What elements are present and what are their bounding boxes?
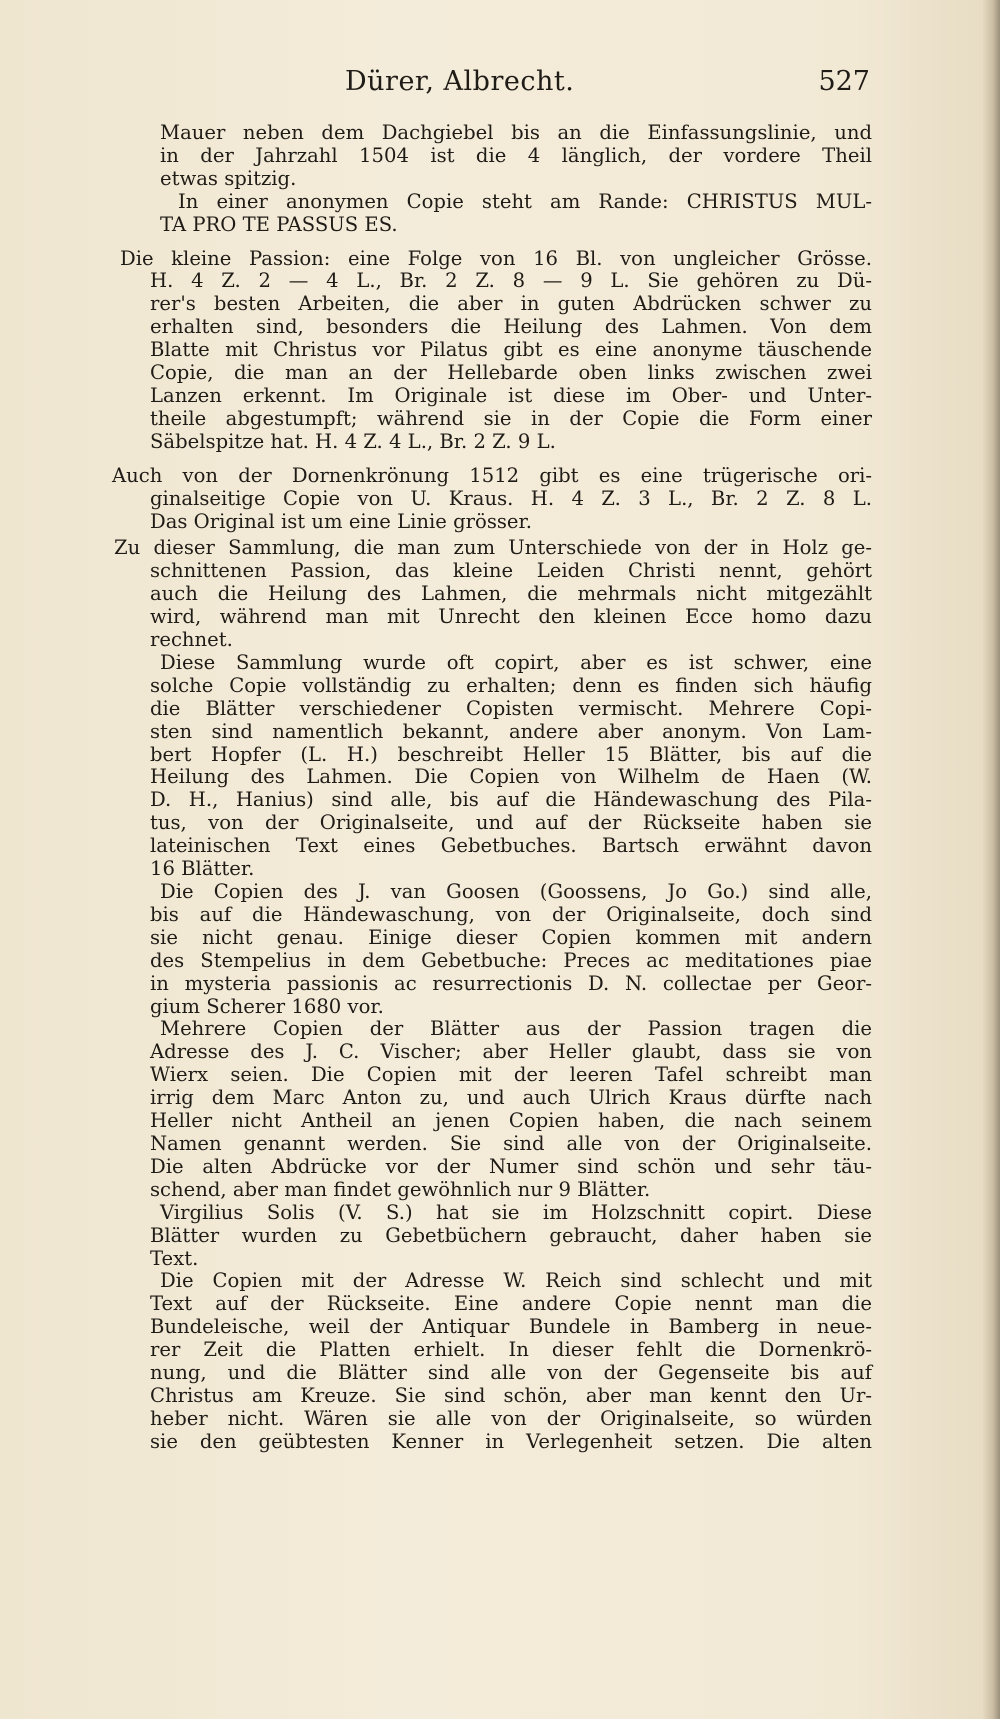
text-line: Wierx seien. Die Copien mit der leeren Tafel schreibt man [150, 1063, 872, 1087]
text-line: Säbelspitze hat. H. 4 Z. 4 L., Br. 2 Z. 9 L. [150, 429, 556, 453]
text-line: sie nicht genau. Einige dieser Copien kommen mit andern [150, 925, 872, 949]
paragraph-sammlung [114, 536, 872, 1453]
text-line: In einer anonymen Copie steht am Rande: CHRISTUS MUL- [178, 189, 872, 213]
text-line: Das Original ist um eine Linie grösser. [150, 509, 532, 533]
text-line: Blatte mit Christus vor Pilatus gibt es eine anonyme täuschende [150, 338, 872, 362]
text-line: in der Jahrzahl 1504 ist die 4 länglich, der vordere Theil [160, 143, 872, 167]
text-line: ginalseitige Copie von U. Kraus. H. 4 Z. 3 L., Br. 2 Z. 8 L. [150, 486, 872, 510]
text-line: Namen genannt werden. Sie sind alle von der Originalseite. [150, 1131, 872, 1155]
text-line: wird, während man mit Unrecht den kleinen Ecce homo dazu [150, 605, 872, 629]
text-line: nung, und die Blätter sind alle von der Gegenseite bis auf [150, 1361, 872, 1385]
text-line: etwas spitzig. [160, 166, 297, 190]
text-line: Mauer neben dem Dachgiebel bis an die Einfassungslinie, und [160, 121, 872, 144]
text-line: Auch von der Dornenkrönung 1512 gibt es eine trügerische ori- [112, 463, 872, 487]
text-line: Blätter wurden zu Gebetbüchern gebraucht, daher haben sie [150, 1223, 872, 1247]
text-line: Die Copien mit der Adresse W. Reich sind schlecht und mit [160, 1269, 872, 1293]
text-line: TA PRO TE PASSUS ES. [160, 212, 398, 236]
text-line: Die Copien des J. van Goosen (Goossens, Jo Go.) sind alle, [160, 880, 872, 903]
page-number: 527 [818, 66, 870, 97]
text-line: sie den geübtesten Kenner in Verlegenheit setzen. Die alten [150, 1429, 872, 1453]
text-line: Die kleine Passion: eine Folge von 16 Bl. von ungleicher Grösse. [120, 246, 872, 270]
text-line: bert Hopfer (L. H.) beschreibt Heller 15 Blätter, bis auf die [150, 742, 872, 766]
text-line: Lanzen erkennt. Im Originale ist diese im Ober- und Unter- [150, 383, 872, 407]
page-header [0, 66, 1000, 106]
text-line: Adresse des J. C. Vischer; aber Heller glaubt, dass sie von [150, 1040, 872, 1064]
text-line: 16 Blätter. [150, 857, 255, 881]
text-line: Heilung des Lahmen. Die Copien von Wilhelm de Haen (W. [150, 765, 872, 789]
text-line: in mysteria passionis ac resurrectionis D. N. collectae per Geor- [150, 971, 872, 995]
text-line: rechnet. [150, 628, 233, 652]
text-line: schend, aber man findet gewöhnlich nur 9 Blätter. [150, 1177, 651, 1201]
text-line: bis auf die Händewaschung, von der Originalseite, doch sind [150, 902, 872, 926]
text-line: des Stempelius in dem Gebetbuche: Preces ac meditationes piae [150, 948, 872, 972]
page-edge-shadow [982, 0, 1000, 1719]
text-line: theile abgestumpft; während sie in der Copie die Form einer [150, 406, 872, 430]
text-line: sten sind namentlich bekannt, andere aber anonym. Von Lam- [150, 719, 872, 743]
text-line: tus, von der Originalseite, und auf der Rückseite haben sie [150, 811, 872, 835]
text-line: Heller nicht Antheil an jenen Copien haben, die nach seinem [150, 1109, 872, 1133]
text-line: schnittenen Passion, das kleine Leiden Christi nennt, gehört [150, 559, 872, 583]
paragraph-dornenkroenung [112, 463, 872, 534]
text-line: Text auf der Rückseite. Eine andere Copie nennt man die [150, 1292, 872, 1316]
paragraph-continuation [120, 122, 872, 237]
text-line: auch die Heilung des Lahmen, die mehrmals nicht mitgezählt [150, 582, 872, 606]
text-line: D. H., Hanius) sind alle, bis auf die Händewaschung des Pila- [150, 788, 872, 812]
text-line: rer Zeit die Platten erhielt. In dieser fehlt die Dornenkrö- [150, 1338, 872, 1362]
text-line: Mehrere Copien der Blätter aus der Passion tragen die [160, 1017, 872, 1041]
text-line: irrig dem Marc Anton zu, und auch Ulrich Kraus dürfte nach [150, 1086, 872, 1110]
text-line: Diese Sammlung wurde oft copirt, aber es ist schwer, eine [160, 650, 872, 674]
text-line: rer's besten Arbeiten, die aber in guten Abdrücken schwer zu [150, 292, 872, 316]
text-line: erhalten sind, besonders die Heilung des Lahmen. Von dem [150, 315, 872, 339]
paragraph-kleine-passion [120, 248, 872, 454]
text-line: Zu dieser Sammlung, die man zum Unterschiede von der in Holz ge- [114, 536, 872, 560]
text-line: gium Scherer 1680 vor. [150, 994, 384, 1018]
text-line: Text. [150, 1246, 199, 1270]
body-text [112, 121, 872, 1454]
text-line: H. 4 Z. 2 — 4 L., Br. 2 Z. 8 — 9 L. Sie gehören zu Dü- [150, 269, 872, 293]
running-head: Dürer, Albrecht. [345, 66, 575, 97]
text-line: solche Copie vollständig zu erhalten; denn es finden sich häufig [150, 673, 872, 697]
text-line: Copie, die man an der Hellebarde oben links zwischen zwei [150, 361, 872, 385]
text-line: Bundeleische, weil der Antiquar Bundele in Bamberg in neue- [150, 1315, 872, 1339]
text-line: Die alten Abdrücke vor der Numer sind schön und sehr täu- [150, 1154, 872, 1178]
text-line: Virgilius Solis (V. S.) hat sie im Holzschnitt copirt. Diese [160, 1200, 872, 1224]
text-line: heber nicht. Wären sie alle von der Originalseite, so würden [150, 1406, 872, 1430]
text-line: Christus am Kreuze. Sie sind schön, aber man kennt den Ur- [150, 1383, 872, 1407]
text-line: die Blätter verschiedener Copisten vermischt. Mehrere Copi- [150, 696, 872, 720]
text-line: lateinischen Text eines Gebetbuches. Bartsch erwähnt davon [150, 834, 872, 858]
